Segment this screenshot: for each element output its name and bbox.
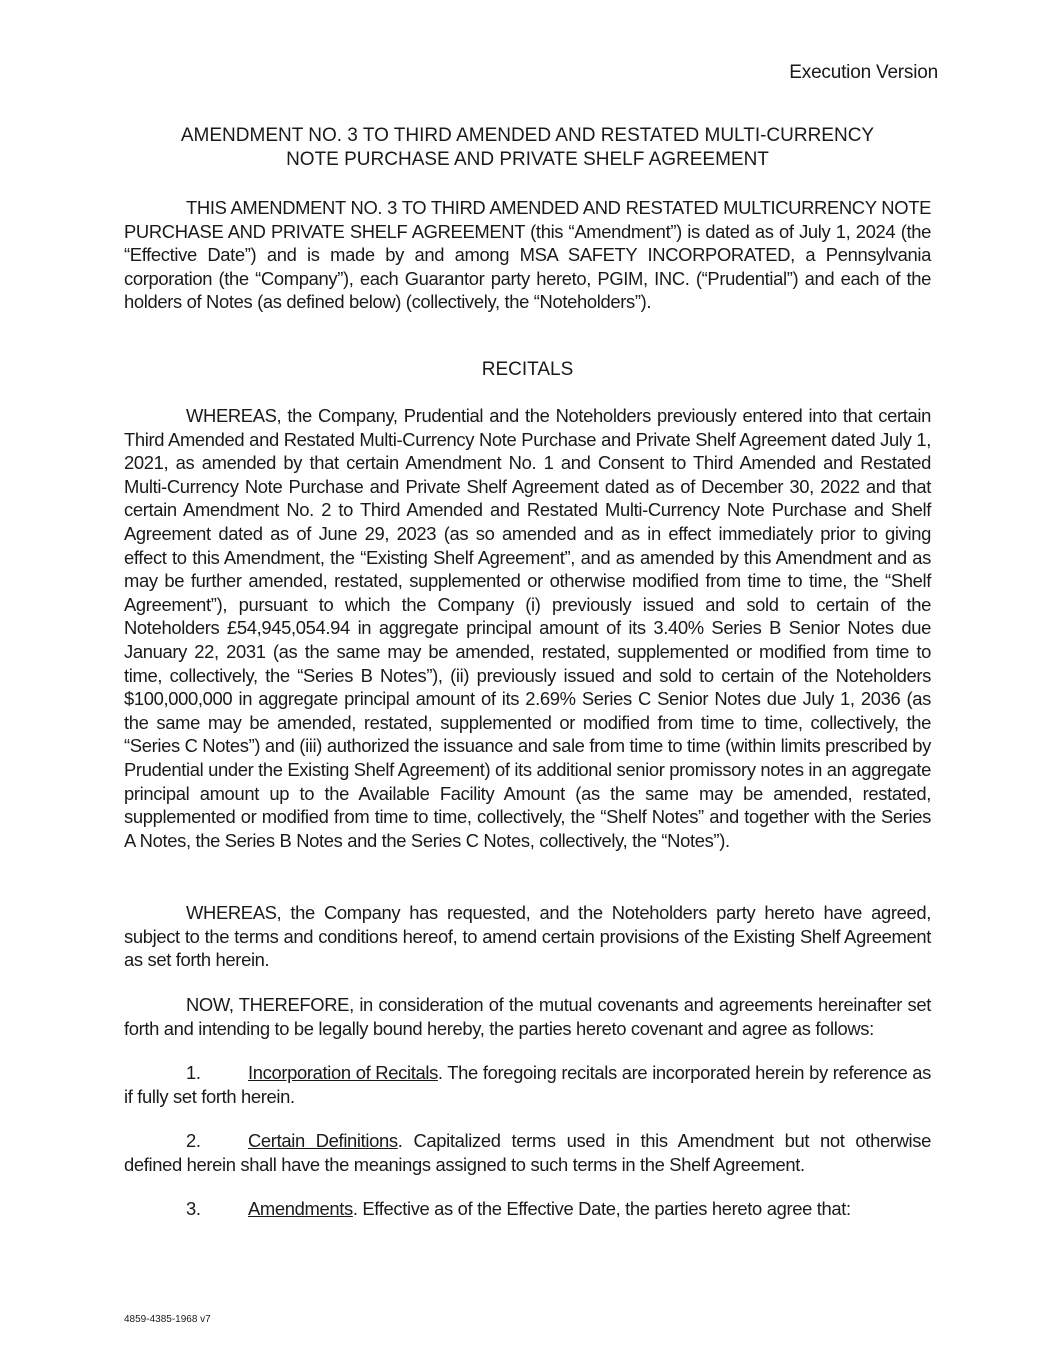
whereas-paragraph-1 xyxy=(124,404,931,852)
section-heading: Incorporation of Recitals xyxy=(248,1062,438,1083)
section-2 xyxy=(124,1129,931,1176)
section-text: . Effective as of the Effective Date, the parties hereto agree that: xyxy=(352,1198,851,1219)
title-line-1: AMENDMENT NO. 3 TO THIRD AMENDED AND RESTATED MULTI-CURRENCY xyxy=(180,125,875,146)
section-number: 2. xyxy=(186,1130,201,1151)
section-heading: Certain Definitions xyxy=(248,1130,398,1151)
execution-version-label: Execution Version xyxy=(789,62,938,83)
section-text: . Capitalized terms used in this Amendment but not otherwise defined herein shall have the meanings assigned to such terms in the Shelf Agreement. xyxy=(124,1130,931,1175)
intro-paragraph xyxy=(124,196,931,314)
section-text: . The foregoing recitals are incorporated herein by reference as if fully set forth herein. xyxy=(124,1062,931,1107)
whereas-2-text: WHEREAS, the Company has requested, and the Noteholders party hereto have agreed, subject to the terms and conditions hereof, to amend certain provisions of the Existing Shelf Agreement as set forth herein. xyxy=(124,902,931,971)
now-therefore-text: NOW, THEREFORE, in consideration of the mutual covenants and agreements hereinafter set forth and intending to be legally bound hereby, the parties hereto covenant and agree as follows: xyxy=(124,994,931,1039)
section-heading: Amendments xyxy=(248,1198,353,1219)
document-title xyxy=(110,124,945,172)
section-3 xyxy=(124,1197,931,1221)
now-therefore-paragraph xyxy=(124,993,931,1040)
section-number: 1. xyxy=(186,1062,201,1083)
whereas-paragraph-2 xyxy=(124,901,931,972)
section-number: 3. xyxy=(186,1198,201,1219)
section-1 xyxy=(124,1061,931,1108)
document-id-footer: 4859-4385-1968 v7 xyxy=(124,1314,211,1325)
whereas-1-text: WHEREAS, the Company, Prudential and the Noteholders previously entered into that certain Third Amended and Restated Multi-Currency Note Purchase and Private Shelf Agreement dated July 1, 2021, as amended by that certain Amendment No. 1 and Consent to Third Amended and Restated Multi-Currency Note Purchase and Private Shelf Agreement dated as of December 30, 2022 and that certain Amendment No. 2 to Third Amended and Restated Multi-Currency Note Purchase and Shelf Agreement dated as of June 29, 2023 (as so amended and as in effect immediately prior to giving effect to this Amendment, the “Existing Shelf Agreement”, and as amended by this Amendment and as may be further amended, restated, supplemented or otherwise modified from time to time, the “Shelf Agreement”), pursuant to which the Company (i) previously issued and sold to certain of the Noteholders £54,945,054.94 in aggregate principal amount of its 3.40% Series B Senior Notes due January 22, 2031 (as the same may be amended, restated, supplemented or modified from time to time, collectively, the “Series B Notes”), (ii) previously issued and sold to certain of the Noteholders $100,000,000 in aggregate principal amount of its 2.69% Series C Senior Notes due July 1, 2036 (as the same may be amended, restated, supplemented or modified from time to time, collectively, the “Series C Notes”) and (iii) authorized the issuance and sale from time to time (within limits prescribed by Prudential under the Existing Shelf Agreement) of its additional senior promissory notes in an aggregate principal amount up to the Available Facility Amount (as the same may be amended, restated, supplemented or modified from time to time, collectively, the “Shelf Notes” and together with the Series A Notes, the Series B Notes and the Series C Notes, collectively, the “Notes”). xyxy=(124,405,931,851)
recitals-heading: RECITALS xyxy=(481,359,574,380)
title-line-2: NOTE PURCHASE AND PRIVATE SHELF AGREEMENT xyxy=(286,149,769,170)
intro-text: THIS AMENDMENT NO. 3 TO THIRD AMENDED AND RESTATED MULTICURRENCY NOTE PURCHASE AND PRIVATE SHELF AGREEMENT (this “Amendment”) is dated as of July 1, 2024 (the “Effective Date”) and is made by and among MSA SAFETY INCORPORATED, a Pennsylvania corporation (the “Company”), each Guarantor party hereto, PGIM, INC. (“Prudential”) and each of the holders of Notes (as defined below) (collectively, the “Noteholders”). xyxy=(124,197,931,313)
